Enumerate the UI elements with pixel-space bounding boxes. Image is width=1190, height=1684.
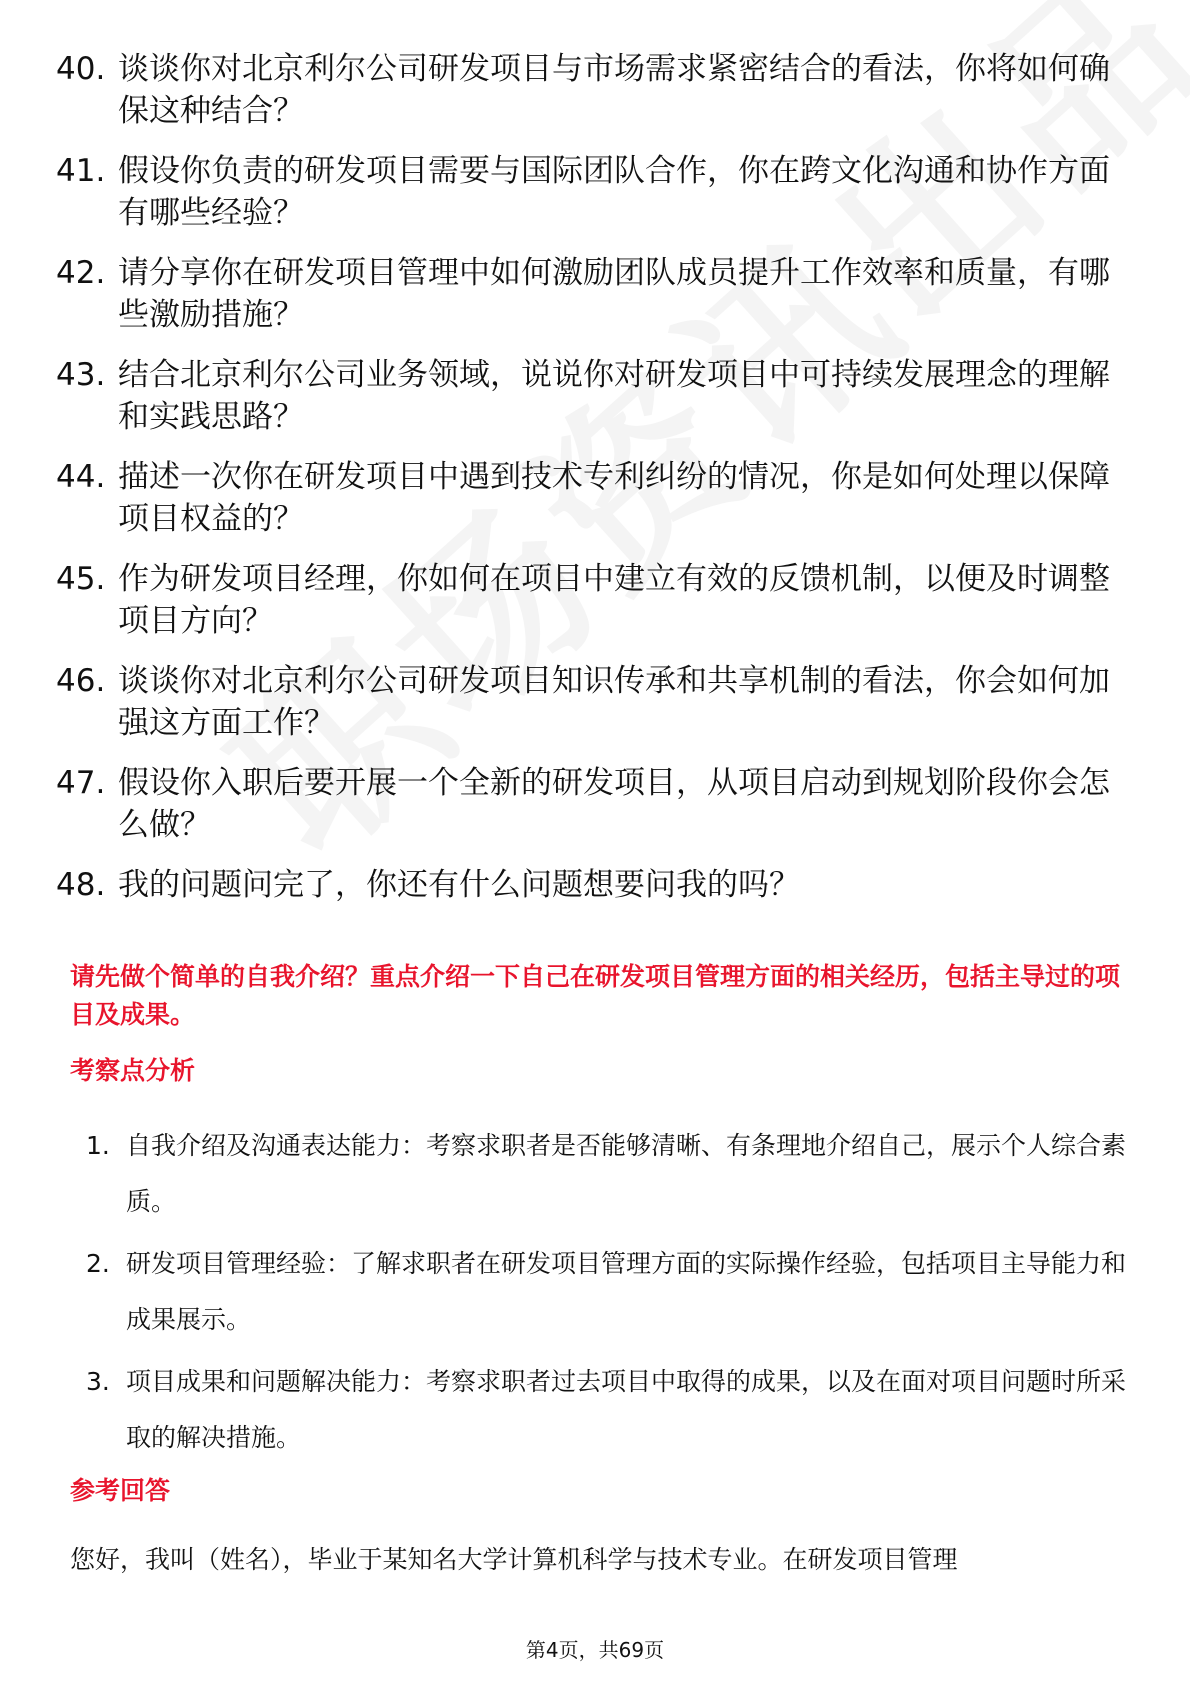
question-text: 描述一次你在研发项目中遇到技术专利纠纷的情况，你是如何处理以保障项目权益的？ (118, 459, 1110, 537)
question-text: 假设你负责的研发项目需要与国际团队合作，你在跨文化沟通和协作方面有哪些经验？ (118, 153, 1110, 231)
question-number: 46. (56, 663, 106, 699)
question-text: 我的问题问完了，你还有什么问题想要问我的吗？ (118, 867, 800, 903)
reference-heading: 参考回答 (70, 1476, 171, 1505)
question-list (56, 48, 1126, 924)
analysis-list (86, 1118, 1136, 1472)
analysis-text: 项目成果和问题解决能力：考察求职者过去项目中取得的成果，以及在面对项目问题时所采取的解决措施。 (126, 1367, 1127, 1452)
question-number: 41. (56, 153, 106, 189)
question-text: 谈谈你对北京利尔公司研发项目与市场需求紧密结合的看法，你将如何确保这种结合？ (118, 51, 1110, 129)
question-number: 45. (56, 561, 106, 597)
question-number: 48. (56, 867, 106, 903)
question-text: 请分享你在研发项目管理中如何激励团队成员提升工作效率和质量，有哪些激励措施？ (118, 255, 1110, 333)
reference-answer-text: 您好，我叫（姓名），毕业于某知名大学计算机科学与技术专业。在研发项目管理 (70, 1545, 958, 1574)
highlight-question: 请先做个简单的自我介绍？重点介绍一下自己在研发项目管理方面的相关经历，包括主导过的项目及成果。 (70, 962, 1121, 1029)
list-item (56, 150, 1126, 234)
analysis-text: 自我介绍及沟通表达能力：考察求职者是否能够清晰、有条理地介绍自己，展示个人综合素质。 (126, 1131, 1127, 1216)
page-footer: 第4页，共69页 (525, 1638, 665, 1662)
list-item (86, 1118, 1136, 1230)
analysis-number: 3. (86, 1367, 110, 1396)
question-text: 作为研发项目经理，你如何在项目中建立有效的反馈机制，以便及时调整项目方向？ (118, 561, 1110, 639)
list-item (86, 1236, 1136, 1348)
question-text: 结合北京利尔公司业务领域，说说你对研发项目中可持续发展理念的理解和实践思路？ (118, 357, 1110, 435)
list-item (56, 48, 1126, 132)
question-number: 44. (56, 459, 106, 495)
list-item (56, 558, 1126, 642)
question-number: 42. (56, 255, 106, 291)
analysis-number: 2. (86, 1249, 110, 1278)
question-number: 40. (56, 51, 106, 87)
analysis-heading: 考察点分析 (70, 1056, 196, 1085)
list-item (56, 456, 1126, 540)
list-item (86, 1354, 1136, 1466)
list-item (56, 864, 1126, 906)
list-item (56, 354, 1126, 438)
question-text: 假设你入职后要开展一个全新的研发项目，从项目启动到规划阶段你会怎么做？ (118, 765, 1110, 843)
analysis-number: 1. (86, 1131, 110, 1160)
list-item (56, 660, 1126, 744)
question-text: 谈谈你对北京利尔公司研发项目知识传承和共享机制的看法，你会如何加强这方面工作？ (118, 663, 1110, 741)
list-item (56, 762, 1126, 846)
analysis-text: 研发项目管理经验：了解求职者在研发项目管理方面的实际操作经验，包括项目主导能力和成果展示。 (126, 1249, 1127, 1334)
question-number: 47. (56, 765, 106, 801)
list-item (56, 252, 1126, 336)
question-number: 43. (56, 357, 106, 393)
